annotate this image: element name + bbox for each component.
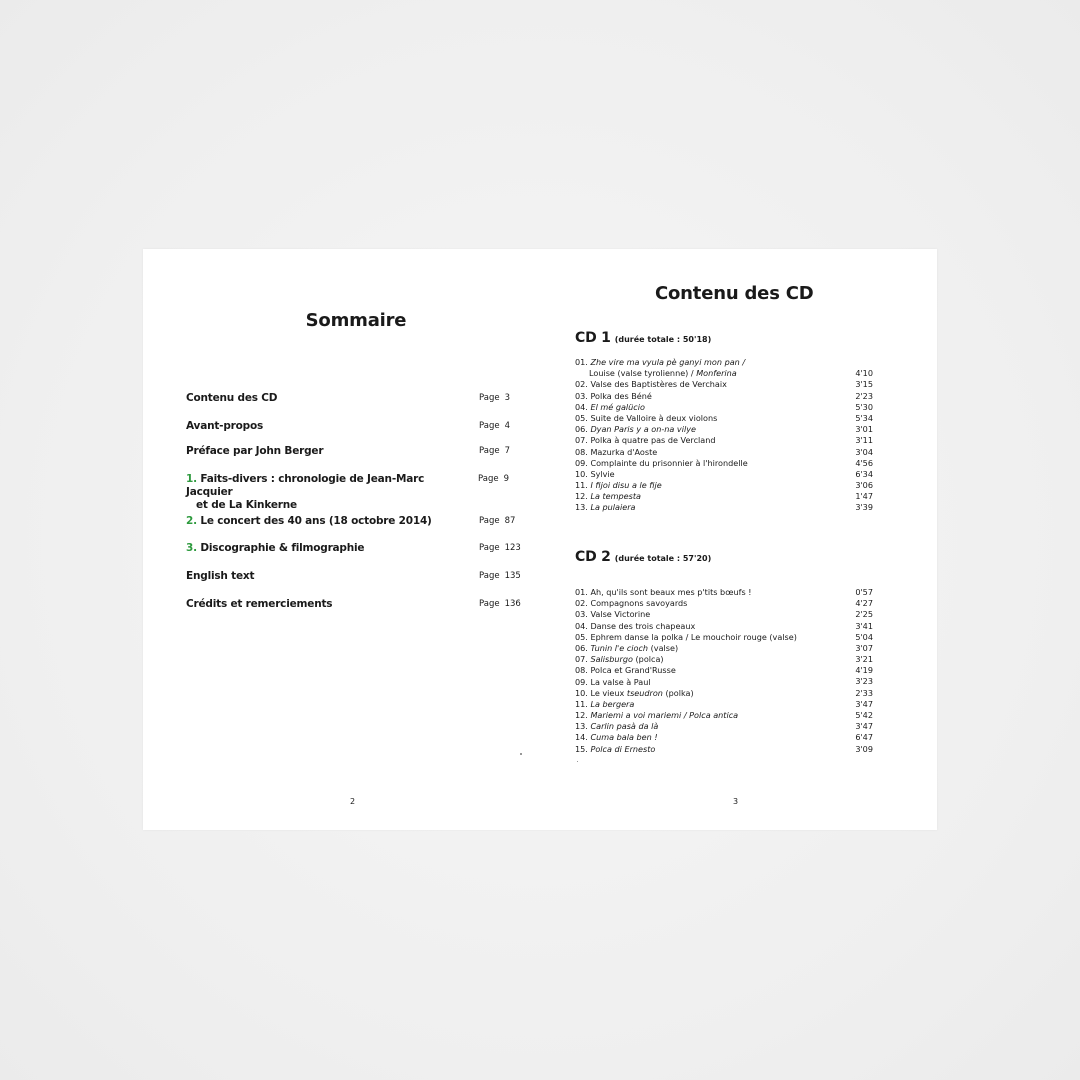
cd1-name: CD 1 (575, 330, 611, 346)
cd2-duration: (durée totale : 57'20) (614, 554, 712, 563)
cd1-duration: (durée totale : 50'18) (614, 335, 712, 344)
track-duration: 3'06 (855, 480, 873, 491)
cd2-tracklist (575, 587, 873, 755)
track-duration: 1'47 (855, 491, 873, 502)
track-row (575, 677, 873, 688)
track-duration: 5'42 (855, 710, 873, 721)
track-title: 15. Polca di Ernesto (575, 743, 656, 754)
track-title: 01. Ah, qu'ils sont beaux mes p'tits bœufs ! (575, 587, 752, 597)
track-duration: 3'47 (855, 721, 873, 732)
track-title: 09. La valse à Paul (575, 676, 651, 687)
toc-page: Page 87 (479, 516, 516, 526)
track-row (575, 688, 873, 699)
track-row (575, 654, 873, 665)
toc-label: Préface par John Berger (186, 445, 324, 457)
toc-label: 2. Le concert des 40 ans (18 octobre 2014) (186, 515, 432, 527)
track-duration: 3'23 (855, 676, 873, 687)
track-title: 08. Mazurka d'Aoste (575, 446, 658, 457)
track-duration: 5'30 (855, 401, 873, 412)
page-right (540, 249, 937, 830)
track-row (575, 699, 873, 710)
track-title: 05. Ephrem danse la polka / Le mouchoir rouge (valse) (575, 631, 797, 642)
track-title: 02. Compagnons savoyards (575, 598, 688, 609)
track-title: 08. Polca et Grand'Russe (575, 665, 676, 676)
toc-label: English text (186, 570, 255, 582)
track-duration: 2'33 (855, 687, 873, 698)
track-title: 10. Le vieux tseudron (polka) (575, 687, 694, 698)
track-duration: 3'04 (855, 446, 873, 457)
track-title: 01. Zhe vire ma vyula pè ganyi mon pan / Louise (valse tyrolienne) / Monferina (575, 357, 746, 379)
track-row (575, 357, 873, 379)
page-left (143, 249, 539, 830)
track-title: 09. Complainte du prisonnier à l'hirondelle (575, 457, 748, 468)
cd2-name: CD 2 (575, 549, 611, 565)
track-title: 02. Valse des Baptistères de Verchaix (575, 379, 727, 390)
track-duration: 5'34 (855, 412, 873, 423)
sommaire-title: Sommaire (305, 310, 407, 331)
track-row (575, 491, 873, 502)
track-duration: 3'21 (855, 654, 873, 665)
track-row (575, 447, 873, 458)
track-duration: 2'23 (855, 390, 873, 401)
track-duration: 3'39 (855, 502, 873, 513)
track-row (575, 710, 873, 721)
track-duration: 3'15 (855, 379, 873, 390)
track-duration: 3'07 (855, 642, 873, 653)
toc-label: Avant-propos (186, 420, 264, 432)
track-title: 11. La bergera (575, 698, 635, 709)
toc-page: Page 123 (479, 543, 521, 553)
track-row (575, 621, 873, 632)
track-duration: 6'47 (855, 732, 873, 743)
track-title: 13. La pulaiera (575, 502, 636, 513)
toc-label: Contenu des CD (186, 392, 278, 404)
track-row (575, 732, 873, 743)
track-title: 04. El mé galücio (575, 401, 645, 412)
track-duration: 2'25 (855, 609, 873, 620)
track-row (575, 402, 873, 413)
track-duration: 3'11 (855, 435, 873, 446)
track-duration: 3'01 (855, 424, 873, 435)
track-duration: 4'56 (855, 457, 873, 468)
track-row (575, 379, 873, 390)
track-duration: 4'27 (855, 598, 873, 609)
toc-page: Page 4 (479, 421, 510, 431)
track-row (575, 744, 873, 755)
track-title: 06. Tunin l'e cioch (valse) (575, 642, 679, 653)
track-title: 07. Polka à quatre pas de Vercland (575, 435, 716, 446)
track-duration: 3'09 (855, 743, 873, 754)
booklet-spread (143, 249, 937, 830)
track-row (575, 480, 873, 491)
track-title: 03. Polka des Béné (575, 390, 652, 401)
toc-page: Page 7 (479, 446, 510, 456)
track-row (575, 721, 873, 732)
track-title: 06. Dyan Paris y a on-na vilye (575, 424, 696, 435)
track-duration: 4'10 (855, 368, 873, 379)
track-row (575, 609, 873, 620)
toc-label: Crédits et remerciements (186, 598, 333, 610)
contenu-title: Contenu des CD (655, 283, 814, 304)
track-duration: 3'41 (855, 620, 873, 631)
track-row (575, 665, 873, 676)
toc-label: 3. Discographie & filmographie (186, 542, 365, 554)
toc-page: Page 3 (479, 393, 510, 403)
track-title: 11. I fijoi disu a le fije (575, 480, 662, 491)
track-title: 13. Carlin pasà da là (575, 721, 659, 732)
track-row (575, 587, 873, 598)
track-row (575, 469, 873, 480)
track-duration: 6'34 (855, 468, 873, 479)
track-row (575, 413, 873, 424)
track-duration: 4'19 (855, 665, 873, 676)
cd1-heading (575, 330, 711, 346)
track-row (575, 424, 873, 435)
track-row (575, 458, 873, 469)
track-title: 04. Danse des trois chapeaux (575, 620, 696, 631)
track-title: 03. Valse Victorine (575, 609, 651, 620)
toc-label: 1. Faits-divers : chronologie de Jean-Marc Jacquier et de La Kinkerne (186, 473, 425, 511)
cd1-tracklist (575, 357, 873, 514)
print-speck (577, 761, 578, 762)
track-title: 12. Mariemi a voi mariemi / Polca antica (575, 710, 739, 721)
track-title: 10. Sylvie (575, 468, 615, 479)
track-title: 14. Cuma bala ben ! (575, 732, 658, 743)
track-row (575, 632, 873, 643)
toc-page: Page 135 (479, 571, 521, 581)
page-number: 3 (733, 797, 739, 806)
page-number: 2 (350, 797, 356, 806)
track-title: 07. Salisburgo (polca) (575, 654, 664, 665)
track-row (575, 435, 873, 446)
track-duration: 0'57 (855, 586, 873, 597)
track-duration: 3'47 (855, 698, 873, 709)
track-row (575, 391, 873, 402)
toc-page: Page 136 (479, 599, 521, 609)
print-speck (520, 753, 522, 755)
track-row (575, 598, 873, 609)
track-row (575, 502, 873, 513)
track-duration: 5'04 (855, 631, 873, 642)
track-title: 12. La tempesta (575, 491, 641, 502)
toc-page: Page 9 (478, 474, 509, 484)
cd2-heading (575, 549, 711, 565)
track-row (575, 643, 873, 654)
track-title: 05. Suite de Valloire à deux violons (575, 412, 718, 423)
